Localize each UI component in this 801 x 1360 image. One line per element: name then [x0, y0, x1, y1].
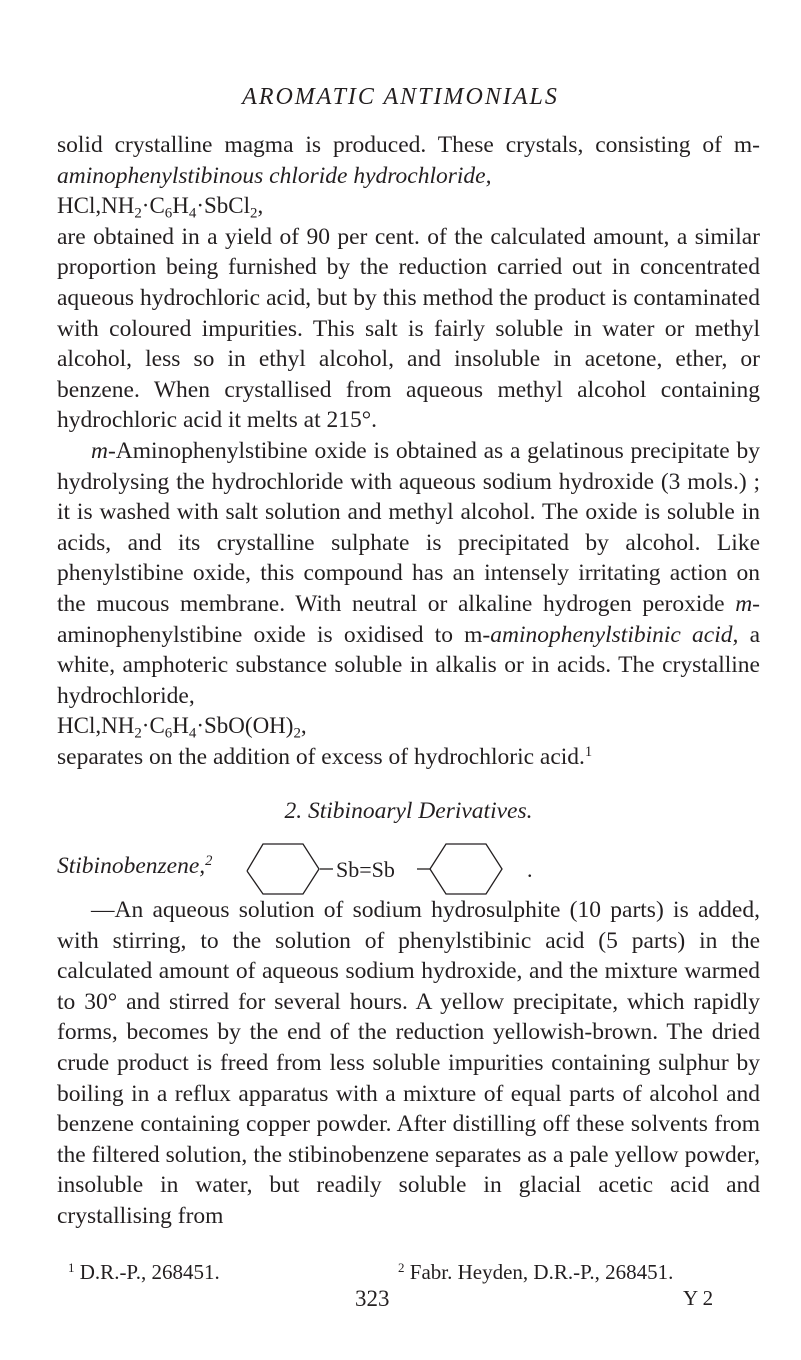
page-number: 323: [355, 1286, 390, 1311]
formula-1: $HCl,NH_2\cdot C_6H_4\cdot SbCl_2$,: [57, 193, 264, 222]
paragraph-1: [57, 130, 760, 191]
paragraph-2: are obtained in a yield of 90 per cent. of the calculated amount, a similar proportion being furnished by the reduction carried out in concentrated aqueous hydrochloric acid, but by this method the product is contaminated with coloured impurities. This salt is fairly soluble in water or methyl alcohol, less so in ethyl alcohol, and insoluble in acetone, ether, or benzene. When crystallised from aqueous methyl alcohol containing hydrochloric acid it melts at 215°.: [57, 223, 760, 434]
footnote-1: $^1$ D.R.-P., 268451.: [68, 1259, 220, 1284]
body-text: [57, 130, 760, 1232]
section-heading: 2. Stibinoaryl Derivatives.: [284, 798, 533, 825]
signature-mark: Y 2: [683, 1286, 714, 1310]
structure-label: Stibinobenzene,$^2$: [57, 853, 213, 880]
footnote-ref-1[interactable]: 1: [584, 743, 593, 760]
svg-text:.: .: [527, 857, 533, 883]
formula-2: $HCl,NH_2\cdot C_6H_4\cdot SbO(OH)_2$,: [57, 713, 307, 742]
para1-text: solid crystalline magma is produced. These crystals, consisting of m-: [57, 132, 760, 158]
para1-italic: aminophenylstibinous chloride hydrochloride,: [57, 162, 492, 189]
footnote-2: $^2$ Fabr. Heyden, D.R.-P., 268451.: [398, 1259, 674, 1284]
paragraph-5: —An aqueous solution of sodium hydrosulphite (10 parts) is added, with stirring, to the solution of phenylstibinic acid (5 parts) in the calculated amount of aqueous sodium hydroxide, and the mixture warmed to 30° and stirred for several hours. A yellow precipitate, which rapidly forms, becomes by the end of the reduction yellowish-brown. The dried crude product is freed from less soluble impurities containing sulphur by boiling in a reflux apparatus with a mixture of equal parts of alcohol and benzene containing copper powder. After distilling off these solvents from the filtered solution, the stibinobenzene separates as a pale yellow powder, insoluble in water, but readily soluble in glacial acetic acid and crystallising from: [57, 897, 760, 1229]
paragraph-3: m-Aminophenylstibine oxide is obtained as a gelatinous precipitate by hydrolysing the hydrochloride with aqueous sodium hydroxide (3 mols.) ; it is washed with salt solution and methyl alcohol. The oxide is soluble in acids, and its crystalline sulphate is precipitated by alcohol. Like phenylstibine oxide, this compound has an intensely irritating action on the mucous membrane. With neutral or alkaline hydrogen peroxide m-aminophenylstibine oxide is oxidised to m-aminophenylstibinic acid, a white, amphoteric substance soluble in alkalis or in acids. The crystalline hydrochloride,: [57, 437, 761, 709]
svg-text:Sb=Sb: Sb=Sb: [336, 857, 395, 883]
structure-formula: [49, 839, 760, 895]
paragraph-4: separates on the addition of excess of hydrochloric acid.$^1$: [57, 743, 593, 770]
stibinobenzene-structure-icon: [49, 839, 569, 895]
footnote-ref-2[interactable]: 2: [205, 853, 213, 870]
running-head: AROMATIC ANTIMONIALS: [242, 84, 559, 110]
